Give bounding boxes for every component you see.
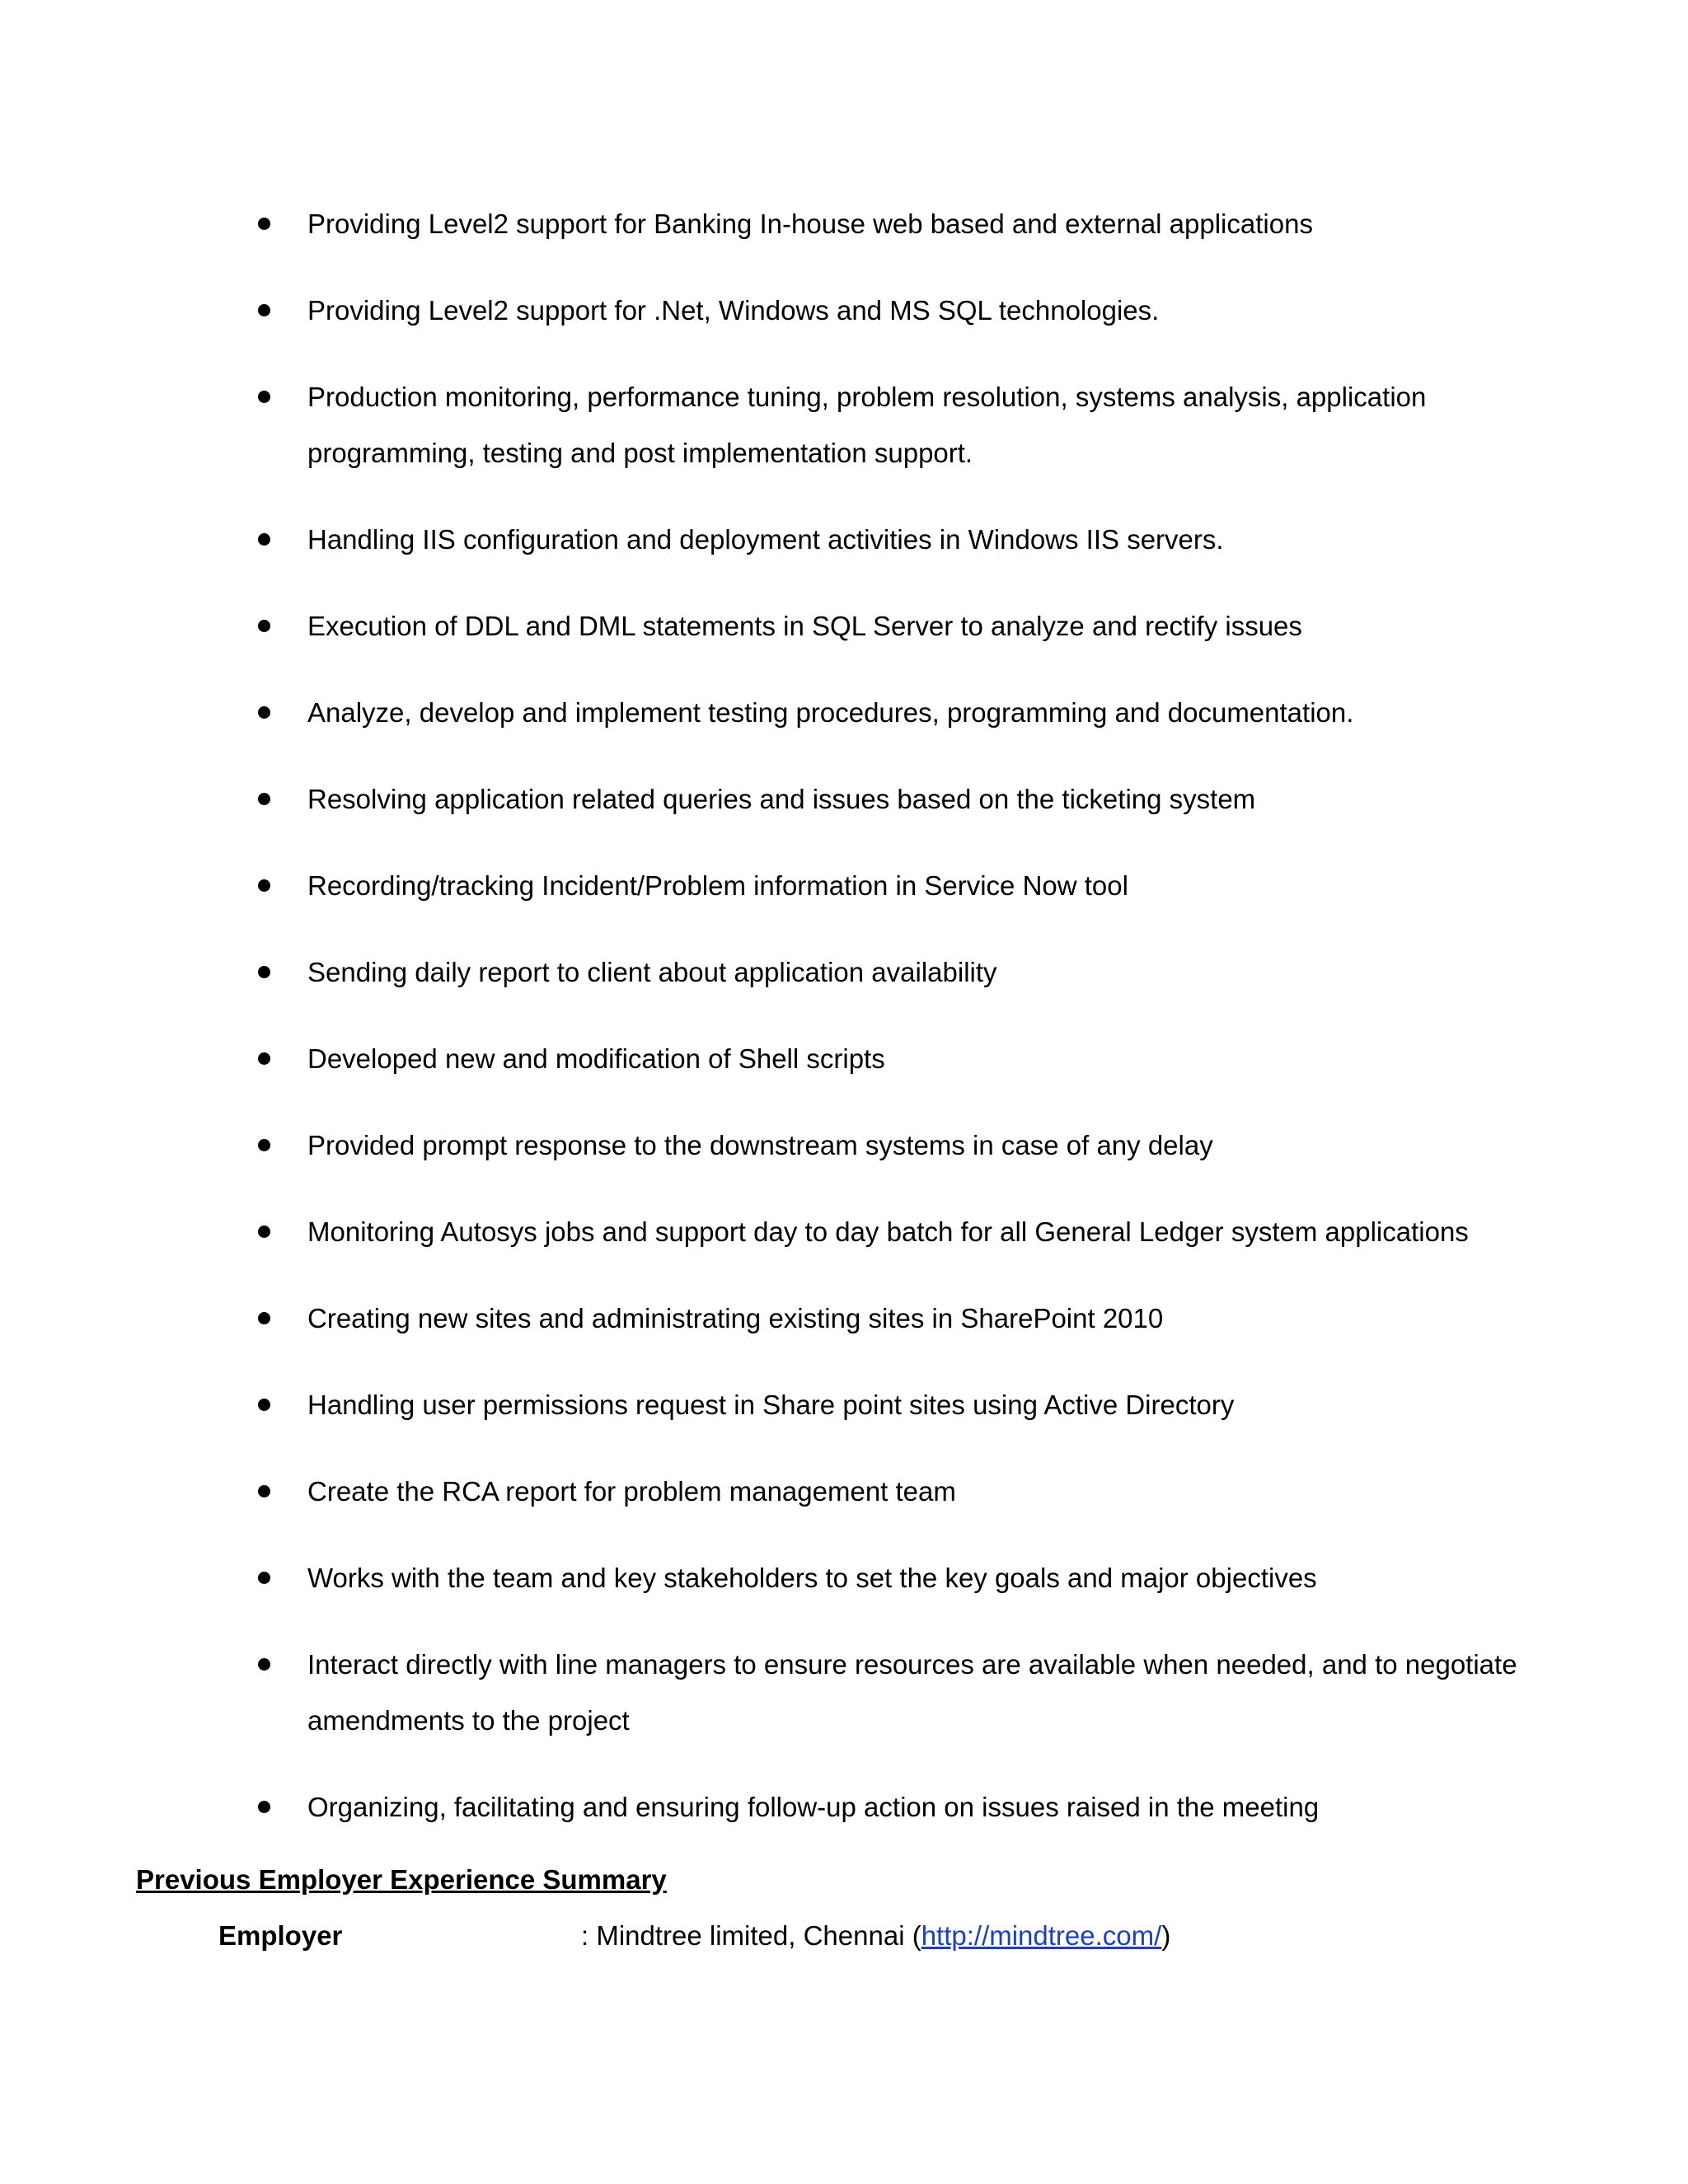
responsibility-text: Works with the team and key stakeholders to set the key goals and major objectives	[307, 1563, 1317, 1593]
responsibility-item	[0, 1637, 1688, 1749]
bullet-icon	[258, 1052, 270, 1065]
responsibility-text: Recording/tracking Incident/Problem information in Service Now tool	[307, 870, 1128, 901]
employer-website-link[interactable]: http://mindtree.com/	[921, 1920, 1162, 1951]
previous-employer-heading: Previous Employer Experience Summary	[136, 1864, 667, 1895]
responsibility-item	[0, 1779, 1688, 1835]
employer-value-suffix: )	[1161, 1920, 1171, 1951]
responsibility-text: Organizing, facilitating and ensuring follow-up action on issues raised in the meeting	[307, 1792, 1320, 1822]
bullet-icon	[258, 966, 270, 978]
responsibility-text: Sending daily report to client about application availability	[307, 957, 997, 987]
responsibility-text: Providing Level2 support for Banking In-house web based and external applications	[307, 209, 1313, 239]
responsibility-item	[0, 1118, 1688, 1174]
bullet-icon	[258, 391, 270, 403]
bullet-icon	[258, 304, 270, 316]
bullet-icon	[258, 1801, 270, 1813]
responsibility-text: Resolving application related queries and issues based on the ticketing system	[307, 784, 1256, 814]
employer-label: Employer	[218, 1920, 343, 1951]
responsibility-item	[0, 369, 1688, 481]
responsibility-text: Creating new sites and administrating existing sites in SharePoint 2010	[307, 1303, 1164, 1333]
employer-value-prefix: : Mindtree limited, Chennai (	[581, 1920, 921, 1951]
responsibility-item	[0, 944, 1688, 1001]
bullet-icon	[258, 1312, 270, 1324]
bullet-icon	[258, 1399, 270, 1411]
bullet-icon	[258, 1485, 270, 1497]
responsibility-item	[0, 1291, 1688, 1347]
responsibility-text: Create the RCA report for problem management team	[307, 1476, 956, 1507]
responsibility-text: Developed new and modification of Shell scripts	[307, 1043, 885, 1074]
responsibility-item	[0, 283, 1688, 339]
bullet-icon	[258, 1139, 270, 1151]
responsibilities-list	[0, 196, 1688, 1866]
responsibility-item	[0, 771, 1688, 827]
responsibility-item	[0, 1204, 1688, 1260]
responsibility-item	[0, 512, 1688, 568]
responsibility-item	[0, 196, 1688, 252]
bullet-icon	[258, 706, 270, 719]
bullet-icon	[258, 1226, 270, 1238]
responsibility-text: Provided prompt response to the downstream systems in case of any delay	[307, 1130, 1213, 1160]
bullet-icon	[258, 1572, 270, 1584]
responsibility-text: Interact directly with line managers to ensure resources are available when needed, and to negotiate amendments to the project	[307, 1649, 1517, 1736]
bullet-icon	[258, 1658, 270, 1671]
responsibility-item	[0, 1031, 1688, 1087]
responsibility-text: Analyze, develop and implement testing procedures, programming and documentation.	[307, 697, 1354, 728]
responsibility-text: Handling user permissions request in Share point sites using Active Directory	[307, 1390, 1235, 1420]
bullet-icon	[258, 218, 270, 230]
bullet-icon	[258, 533, 270, 546]
responsibility-text: Handling IIS configuration and deployment activities in Windows IIS servers.	[307, 524, 1224, 555]
bullet-icon	[258, 620, 270, 632]
responsibility-item	[0, 1464, 1688, 1520]
responsibility-item	[0, 858, 1688, 914]
employer-value	[581, 1917, 1170, 1955]
responsibility-text: Monitoring Autosys jobs and support day to day batch for all General Ledger system applications	[307, 1216, 1469, 1247]
bullet-icon	[258, 879, 270, 892]
responsibility-item	[0, 685, 1688, 741]
responsibility-text: Providing Level2 support for .Net, Windows and MS SQL technologies.	[307, 295, 1160, 326]
responsibility-text: Production monitoring, performance tuning, problem resolution, systems analysis, application programming, testing and post implementation support.	[307, 382, 1427, 468]
bullet-icon	[258, 793, 270, 805]
responsibility-item	[0, 598, 1688, 654]
responsibility-text: Execution of DDL and DML statements in SQL Server to analyze and rectify issues	[307, 611, 1302, 641]
responsibility-item	[0, 1377, 1688, 1433]
responsibility-item	[0, 1550, 1688, 1606]
